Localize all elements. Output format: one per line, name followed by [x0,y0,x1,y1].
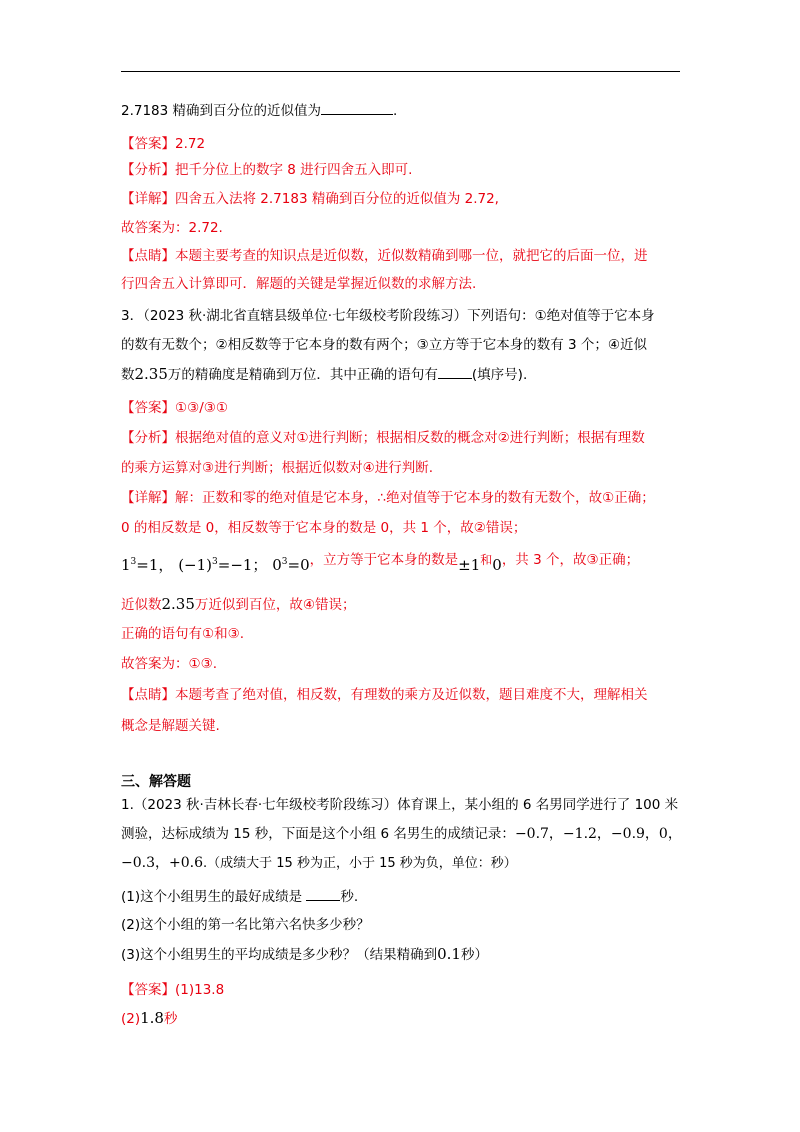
q3-analysis-line1 [121,428,645,448]
math-base: (−1) [178,556,213,574]
analysis-tag: 【分析】 [121,430,175,446]
math-expression [121,556,310,574]
stem-number: 2.35 [134,365,168,383]
math-result: =1， [136,556,174,574]
math-exponent: 3 [212,557,218,567]
comment-text: 本题主要考查的知识点是近似数，近似数精确到哪一位，就把它的后面一位，进 [175,248,648,264]
analysis-text: 把千分位上的数字 8 进行四舍五入即可. [175,162,413,178]
detail-text: 万近似到百位，故④错误； [194,597,356,613]
stem-text: (填序号). [471,367,528,383]
p1-subquestion-2: (2)这个小组的第一名比第六名快多少秒？ [121,917,370,933]
stem-values: −0.3，+0.6 [121,855,203,871]
stem-number: 2.7183 [121,103,169,119]
math-pm-one: ±1 [458,556,481,574]
subquestion-text: 秒） [460,947,488,963]
answer-blank [438,364,472,379]
p1-subquestion-3 [121,944,488,965]
detail-text: 和 [480,553,493,567]
math-result: =−1； [217,556,268,574]
p1-stem-line1: 1.（2023 秋·吉林长春·七年级校考阶段练习）体育课上，某小组的 6 名男同学进行了 100 米 [121,797,679,813]
answer-unit: 秒 [163,1011,178,1027]
analysis-tag: 【分析】 [121,162,175,178]
stem-text: .（成绩大于 15 秒为正，小于 15 秒为负，单位：秒） [203,856,517,871]
math-base: 0 [272,556,282,574]
math-result: =0 [287,556,310,574]
stem-end: . [393,103,398,119]
detail-text: ，共 3 个，故③正确； [501,552,640,568]
p1-stem-line3 [121,853,517,874]
q2-analysis [121,160,412,180]
answer-tag: 【答案】 [121,400,175,416]
answer-value: (1)13.8 [175,982,225,998]
detail-text: 近似数 [121,597,162,613]
math-exponent: 3 [130,557,137,567]
subquestion-text: (1)这个小组男生的最好成绩是 [121,889,303,905]
q3-detail-line5: 正确的语句有①和③. [121,626,244,642]
q3-stem-line3 [121,364,527,385]
p1-stem-line2 [121,824,682,844]
answer-blank [321,100,393,115]
q3-detail-math-line [121,552,639,578]
comment-text: 本题考查了绝对值，相反数，有理数的乘方及近似数，题目难度不大，理解相关 [175,687,648,703]
q3-detail-line2: 0 的相反数是 0，相反数等于它本身的数是 0，共 1 个，故②错误； [121,520,527,536]
subquestion-text: 秒. [340,889,359,905]
q3-final: 故答案为：①③. [121,656,217,672]
detail-tag: 【详解】 [121,490,175,506]
detail-tag: 【详解】 [121,191,175,207]
comment-tag: 【点睛】 [121,687,175,703]
stem-values: −0.7，−1.2，−0.9，0， [514,826,682,842]
q3-stem-line2: 的数有无数个；②相反数等于它本身的数有两个；③立方等于它本身的数有 3 个；④近似 [121,337,647,353]
answer-value: 2.72 [175,136,206,152]
answer-value: ①③/③① [175,400,228,416]
q3-comment-line2: 概念是解题关键. [121,718,220,734]
q2-comment-line2: 行四舍五入计算即可．解题的关键是掌握近似数的求解方法. [121,276,477,292]
q2-stem [121,100,397,121]
answer-tag: 【答案】 [121,136,175,152]
math-zero: 0 [492,556,502,574]
q3-answer [121,398,228,418]
q2-comment-line1 [121,246,648,266]
detail-number: 2.35 [161,595,195,613]
stem-text: 数 [121,367,135,383]
subquestion-number: 0.1 [437,945,461,963]
q3-detail-line4 [121,594,356,615]
p1-answer-1 [121,980,224,1000]
q2-detail [121,189,499,209]
stem-text: 精确到百分位的近似值为 [172,103,322,119]
q2-answer [121,134,205,154]
q3-stem-line1: 3．（2023 秋·湖北省直辖县级单位·七年级校考阶段练习）下列语句：①绝对值等于它本身 [121,308,655,324]
stem-text: 万的精确度是精确到万位．其中正确的语句有 [167,367,438,383]
detail-text: ，立方等于它本身的数是 [309,552,459,568]
p1-subquestion-1 [121,886,358,907]
q2-final: 故答案为：2.72. [121,220,223,236]
math-exponent: 3 [281,557,288,567]
detail-text: 解：正数和零的绝对值是它本身，∴绝对值等于它本身的数有无数个，故①正确； [175,490,655,506]
header-rule [121,71,680,72]
answer-number: 1.8 [140,1009,164,1027]
subquestion-text: (3)这个小组男生的平均成绩是多少秒？（结果精确到 [121,947,438,963]
answer-tag: 【答案】 [121,982,175,998]
section-title: 三、解答题 [121,774,191,790]
q3-analysis-line2: 的乘方运算对③进行判断；根据近似数对④进行判断. [121,460,433,476]
q3-comment-line1 [121,685,648,705]
detail-text: 四舍五入法将 2.7183 精确到百分位的近似值为 2.72, [175,191,499,207]
answer-blank [306,886,340,901]
math-base: 1 [121,556,131,574]
comment-tag: 【点睛】 [121,248,175,264]
answer-label: (2) [121,1011,141,1027]
q3-detail-line1 [121,488,655,508]
stem-text: 测验，达标成绩为 15 秒，下面是这个小组 6 名男生的成绩记录： [121,826,515,842]
p1-answer-2 [121,1008,177,1029]
analysis-text: 根据绝对值的意义对①进行判断；根据相反数的概念对②进行判断；根据有理数 [175,430,645,446]
